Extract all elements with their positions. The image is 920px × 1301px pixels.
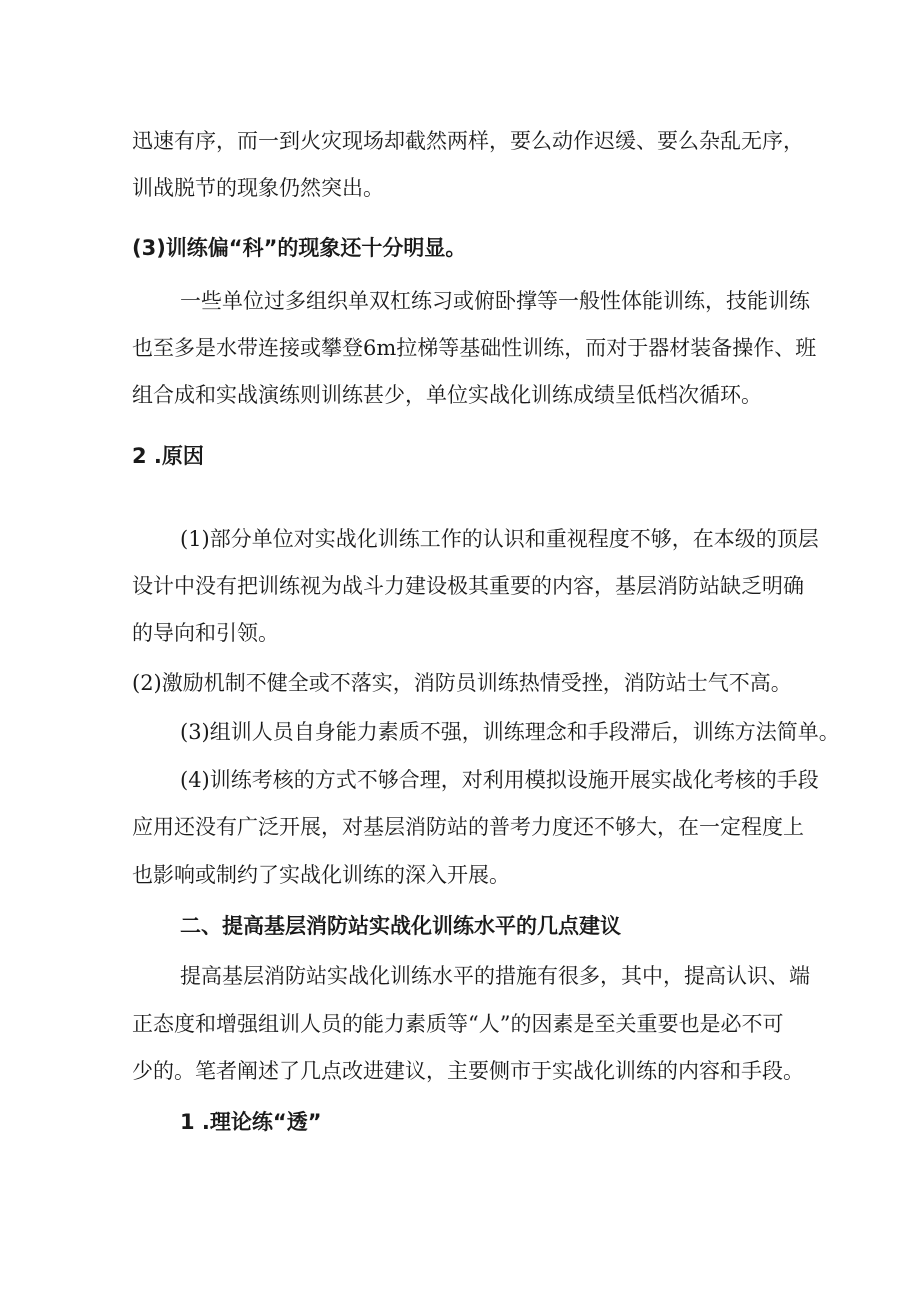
subheading-theory: 1 .理论练“透” [180, 1110, 322, 1134]
paragraph-line: 的导向和引领。 [132, 621, 279, 645]
paragraph-line: (1)部分单位对实战化训练工作的认识和重视程度不够，在本级的顶层 [180, 527, 819, 551]
paragraph-line: 应用还没有广泛开展，对基层消防站的普考力度还不够大，在一定程度上 [132, 815, 804, 839]
subheading-training-bias: (3)训练偏“科”的现象还十分明显。 [132, 236, 467, 260]
paragraph-line: (4)训练考核的方式不够合理，对利用模拟设施开展实战化考核的手段 [180, 768, 819, 792]
paragraph-line: 也影响或制约了实战化训练的深入开展。 [132, 863, 510, 887]
subheading-reasons: 2 .原因 [132, 444, 204, 468]
paragraph-line: 也至多是水带连接或攀登6m拉梯等基础性训练，而对于器材装备操作、班 [132, 336, 817, 360]
paragraph-line: 设计中没有把训练视为战斗力建设极其重要的内容，基层消防站缺乏明确 [132, 574, 804, 598]
paragraph-line: 提高基层消防站实战化训练水平的措施有很多，其中，提高认识、端 [180, 964, 810, 988]
paragraph-line: 组合成和实战演练则训练甚少，单位实战化训练成绩呈低档次循环。 [132, 383, 762, 407]
paragraph-line: (2)激励机制不健全或不落实，消防员训练热情受挫，消防站士气不高。 [132, 671, 792, 695]
paragraph-line: 一些单位过多组织单双杠练习或俯卧撑等一般性体能训练，技能训练 [180, 289, 810, 313]
paragraph-line: 迅速有序，而一到火灾现场却截然两样，要么动作迟缓、要么杂乱无序， [132, 129, 804, 153]
section-heading: 二、提高基层消防站实战化训练水平的几点建议 [180, 914, 621, 938]
paragraph-line: 正态度和增强组训人员的能力素质等“人”的因素是至关重要也是必不可 [132, 1012, 784, 1036]
paragraph-line: 训战脱节的现象仍然突出。 [132, 176, 384, 200]
paragraph-line: (3)组训人员自身能力素质不强，训练理念和手段滞后，训练方法简单。 [180, 720, 840, 744]
paragraph-line: 少的。笔者阐述了几点改进建议，主要侧市于实战化训练的内容和手段。 [132, 1059, 804, 1083]
